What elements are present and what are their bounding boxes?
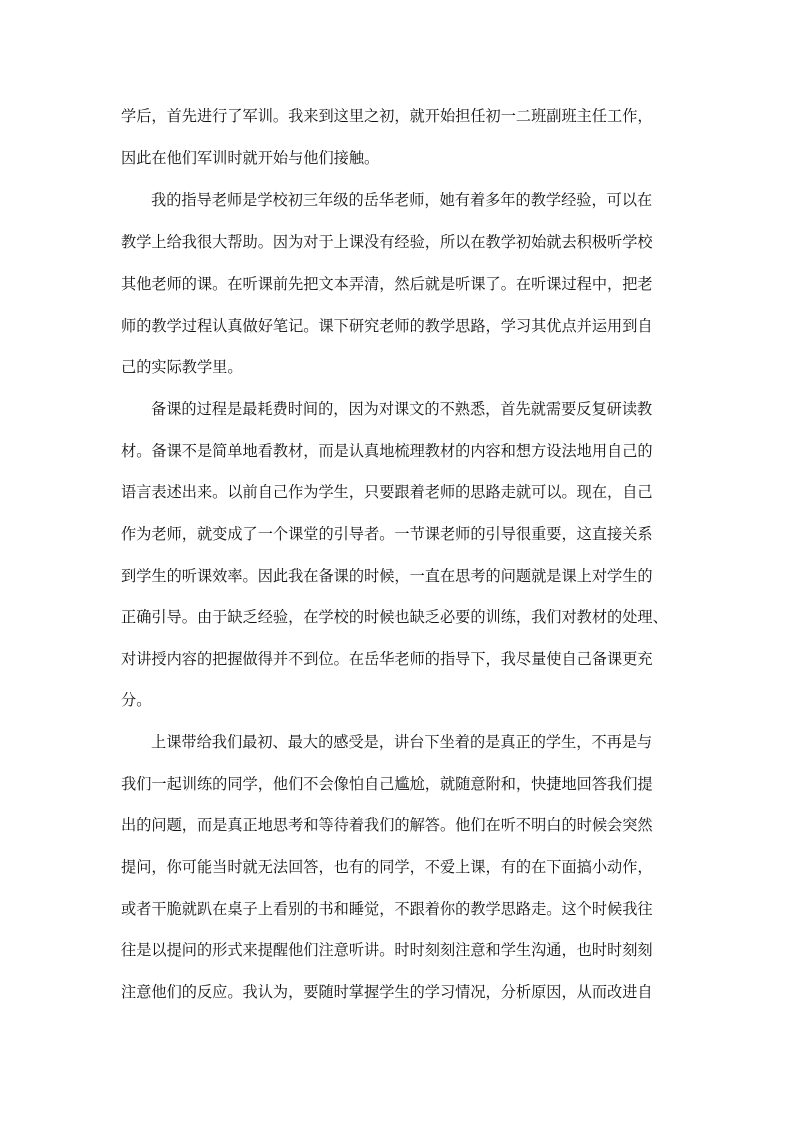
paragraph-start-line: 我的指导老师是学校初三年级的岳华老师，她有着多年的教学经验，可以在 bbox=[151, 191, 653, 209]
text-line: 分。 bbox=[121, 691, 152, 709]
paragraph-start-line: 备课的过程是最耗费时间的，因为对课文的不熟悉，首先就需要反复研读教 bbox=[151, 400, 653, 418]
text-line: 师的教学过程认真做好笔记。课下研究老师的教学思路，学习其优点并运用到自 bbox=[121, 317, 653, 335]
text-line: 往是以提问的形式来提醒他们注意听讲。时时刻刻注意和学生沟通，也时时刻刻 bbox=[121, 941, 653, 959]
text-line: 因此在他们军训时就开始与他们接触。 bbox=[121, 149, 380, 167]
text-line: 正确引导。由于缺乏经验，在学校的时候也缺乏必要的训练，我们对教材的处理、 bbox=[121, 608, 668, 626]
text-line: 提问，你可能当时就无法回答，也有的同学，不爱上课，有的在下面搞小动作， bbox=[121, 858, 653, 876]
text-line: 其他老师的课。在听课前先把文本弄清，然后就是听课了。在听课过程中，把老 bbox=[121, 275, 653, 293]
text-line: 或者干脆就趴在桌子上看别的书和睡觉，不跟着你的教学思路走。这个时候我往 bbox=[121, 900, 653, 918]
text-line: 学后，首先进行了军训。我来到这里之初，就开始担任初一二班副班主任工作， bbox=[121, 107, 653, 125]
text-line: 注意他们的反应。我认为，要随时掌握学生的学习情况，分析原因，从而改进自 bbox=[121, 983, 653, 1001]
text-line: 材。备课不是简单地看教材，而是认真地梳理教材的内容和想方设法地用自己的 bbox=[121, 442, 653, 460]
paragraph-start-line: 上课带给我们最初、最大的感受是，讲台下坐着的是真正的学生，不再是与 bbox=[151, 733, 653, 751]
text-line: 到学生的听课效率。因此我在备课的时候，一直在思考的问题就是课上对学生的 bbox=[121, 567, 653, 585]
text-line: 出的问题，而是真正地思考和等待着我们的解答。他们在听不明白的时候会突然 bbox=[121, 816, 653, 834]
text-line: 作为老师，就变成了一个课堂的引导者。一节课老师的引导很重要，这直接关系 bbox=[121, 525, 653, 543]
text-line: 己的实际教学里。 bbox=[121, 358, 243, 376]
text-line: 对讲授内容的把握做得并不到位。在岳华老师的指导下，我尽量使自己备课更充 bbox=[121, 650, 653, 668]
text-line: 我们一起训练的同学，他们不会像怕自己尴尬，就随意附和，快捷地回答我们提 bbox=[121, 775, 653, 793]
text-line: 语言表述出来。以前自己作为学生，只要跟着老师的思路走就可以。现在，自己 bbox=[121, 483, 653, 501]
text-line: 教学上给我很大帮助。因为对于上课没有经验，所以在教学初始就去积极听学校 bbox=[121, 233, 653, 251]
